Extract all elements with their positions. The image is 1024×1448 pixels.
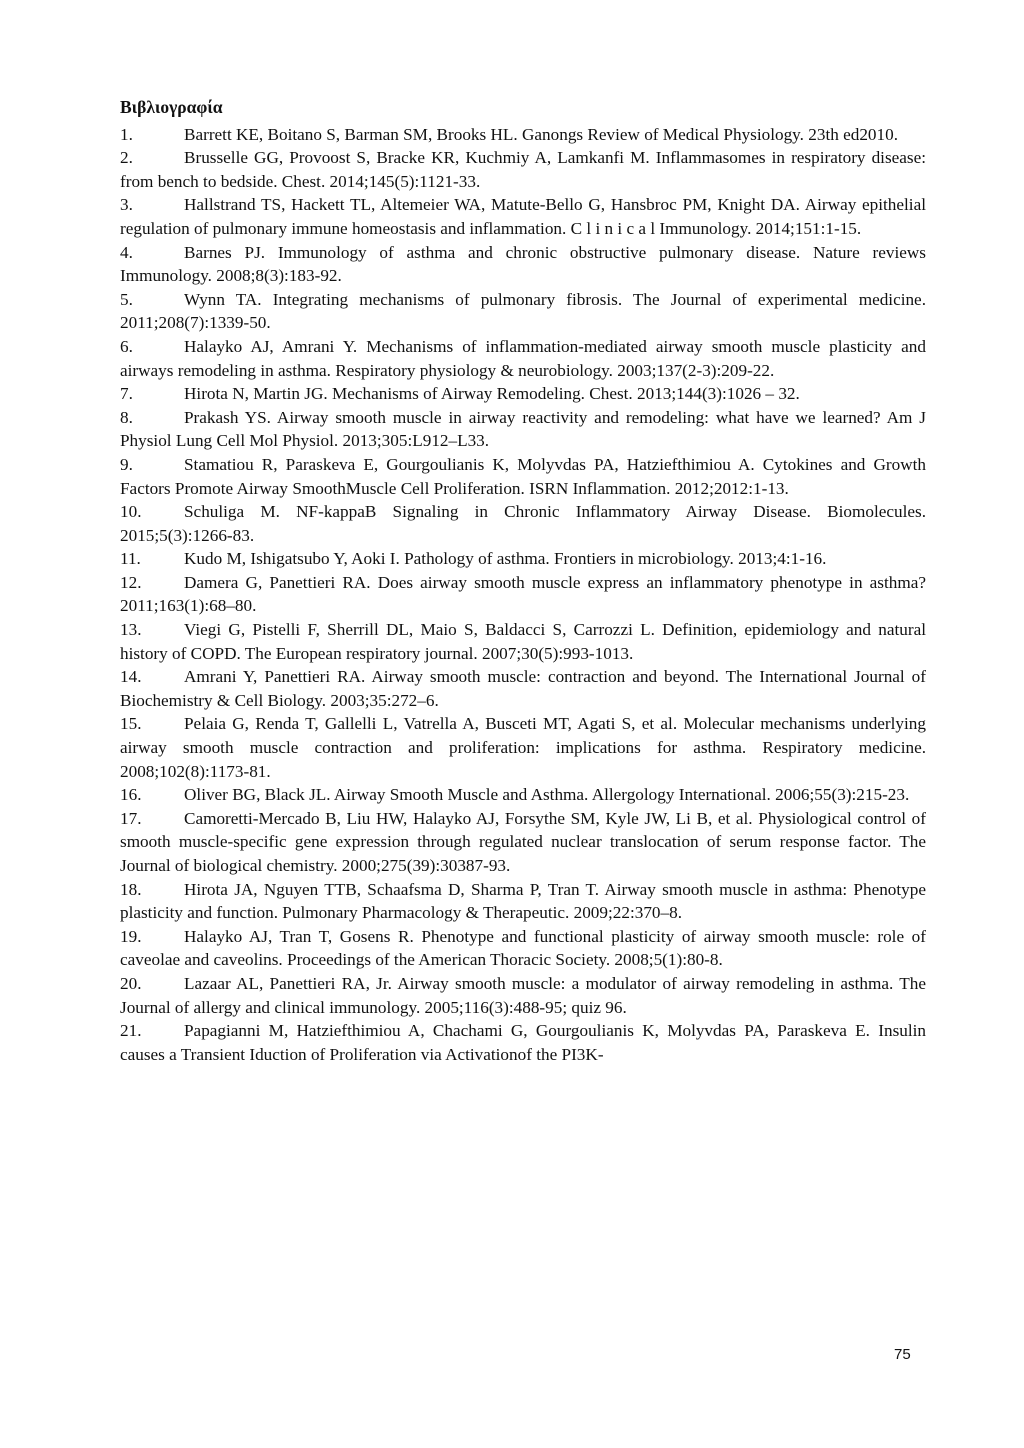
reference-item (120, 123, 926, 147)
reference-item (120, 807, 926, 878)
reference-number: 12. (120, 572, 142, 592)
reference-number: 16. (120, 785, 142, 805)
reference-item (120, 500, 926, 547)
reference-item (120, 783, 926, 807)
bibliography-heading: Βιβλιογραφία (120, 97, 223, 117)
reference-item (120, 241, 926, 288)
reference-text: Schuliga M. NF-kappaB Signaling in Chronic Inflammatory Airway Disease. Biomolecules. 2015;5(3):1266-83. (120, 502, 926, 545)
reference-text: Damera G, Panettieri RA. Does airway smooth muscle express an inflammatory phenotype in asthma? 2011;163(1):68–80. (120, 572, 926, 616)
reference-number: 10. (120, 502, 142, 522)
reference-text: Papagianni M, Hatziefthimiou A, Chachami G, Gourgoulianis K, Molyvdas PA, Paraskeva E. Insulin causes a Transient Iduction of Proliferation via Activationof the PI3K- (120, 1021, 926, 1064)
reference-item (120, 382, 926, 406)
reference-number: 8. (120, 407, 133, 427)
reference-number: 1. (120, 124, 133, 144)
reference-text: Hirota N, Martin JG. Mechanisms of Airway Remodeling. Chest. 2013;144(3):1026 – 32. (184, 384, 800, 404)
reference-text: Hirota JA, Nguyen TTB, Schaafsma D, Sharma P, Tran T. Airway smooth muscle in asthma: Phenotype plasticity and function. Pulmonary Pharmacology & Therapeutic. 2009;22:370–8. (120, 879, 926, 923)
reference-text: Barnes PJ. Immunology of asthma and chronic obstructive pulmonary disease. Nature reviews Immunology. 2008;8(3):183-92. (120, 242, 926, 286)
reference-text: Pelaia G, Renda T, Gallelli L, Vatrella A, Busceti MT, Agati S, et al. Molecular mechanisms underlying airway smooth muscle contraction and proliferation: implications for asthma. Respiratory medicine. 2008;102(8):1173-81. (120, 714, 926, 781)
reference-text: Oliver BG, Black JL. Airway Smooth Muscle and Asthma. Allergology International. 2006;55(3):215-23. (184, 785, 910, 805)
reference-item (120, 878, 926, 925)
reference-text: Halayko AJ, Tran T, Gosens R. Phenotype and functional plasticity of airway smooth muscle: role of caveolae and caveolins. Proceedings of the American Thoracic Society. 2008;5(1):80-8. (120, 926, 926, 970)
reference-item (120, 193, 926, 240)
reference-item (120, 1019, 926, 1066)
reference-number: 2. (120, 148, 133, 168)
reference-number: 11. (120, 549, 141, 569)
reference-number: 14. (120, 667, 142, 687)
reference-item (120, 288, 926, 335)
reference-text: Halayko AJ, Amrani Y. Mechanisms of inflammation-mediated airway smooth muscle plasticity and airways remodeling in asthma. Respiratory physiology & neurobiology. 2003;137(2-3):209-22. (120, 336, 926, 380)
reference-text: Kudo M, Ishigatsubo Y, Aoki I. Pathology of asthma. Frontiers in microbiology. 2013;4:1-16. (184, 549, 827, 569)
reference-item (120, 665, 926, 712)
reference-list (120, 123, 926, 1067)
reference-number: 6. (120, 336, 133, 356)
reference-number: 7. (120, 384, 133, 404)
reference-number: 3. (120, 195, 133, 215)
reference-number: 4. (120, 242, 133, 262)
reference-text: Brusselle GG, Provoost S, Bracke KR, Kuchmiy A, Lamkanfi M. Inflammasomes in respiratory disease: from bench to bedside. Chest. 2014;145(5):1121-33. (120, 148, 926, 191)
reference-item (120, 618, 926, 665)
reference-item (120, 712, 926, 783)
reference-text: Hallstrand TS, Hackett TL, Altemeier WA, Matute-Bello G, Hansbroc PM, Knight DA. Airway epithelial regulation of pulmonary immune homeostasis and inflammation. C l i n i c a l Immunology. 2014;151:1-15. (120, 195, 926, 238)
reference-text: Prakash YS. Airway smooth muscle in airway reactivity and remodeling: what have we learned? Am J Physiol Lung Cell Mol Physiol. 2013;305:L912–L33. (120, 407, 926, 451)
reference-item (120, 335, 926, 382)
document-page (120, 96, 926, 1066)
reference-text: Stamatiou R, Paraskeva E, Gourgoulianis K, Molyvdas PA, Hatziefthimiou A. Cytokines and Growth Factors Promote Airway SmoothMuscle Cell Proliferation. ISRN Inflammation. 2012;2012:1-13. (120, 454, 926, 498)
reference-text: Viegi G, Pistelli F, Sherrill DL, Maio S, Baldacci S, Carrozzi L. Definition, epidemiology and natural history of COPD. The European respiratory journal. 2007;30(5):993-1013. (120, 620, 926, 663)
reference-item (120, 146, 926, 193)
reference-text: Camoretti-Mercado B, Liu HW, Halayko AJ, Forsythe SM, Kyle JW, Li B, et al. Physiological control of smooth muscle-specific gene expression through regulated nuclear translocation of serum response factor. The Journal of biological chemistry. 2000;275(39):30387-93. (120, 808, 926, 875)
reference-text: Barrett KE, Boitano S, Barman SM, Brooks HL. Ganongs Review of Medical Physiology. 23th ed2010. (184, 124, 899, 144)
reference-item (120, 972, 926, 1019)
reference-number: 5. (120, 289, 133, 309)
reference-item (120, 406, 926, 453)
reference-number: 13. (120, 620, 142, 640)
reference-text: Wynn TA. Integrating mechanisms of pulmonary fibrosis. The Journal of experimental medicine. 2011;208(7):1339-50. (120, 289, 926, 333)
reference-number: 15. (120, 714, 142, 734)
reference-text: Amrani Y, Panettieri RA. Airway smooth muscle: contraction and beyond. The International Journal of Biochemistry & Cell Biology. 2003;35:272–6. (120, 667, 926, 710)
reference-number: 18. (120, 879, 142, 899)
reference-item (120, 453, 926, 500)
page-number: 75 (894, 1346, 911, 1363)
reference-number: 21. (120, 1021, 142, 1041)
reference-number: 17. (120, 808, 142, 828)
reference-number: 9. (120, 454, 133, 474)
reference-number: 20. (120, 973, 142, 993)
reference-item (120, 925, 926, 972)
reference-item (120, 571, 926, 618)
reference-text: Lazaar AL, Panettieri RA, Jr. Airway smooth muscle: a modulator of airway remodeling in asthma. The Journal of allergy and clinical immunology. 2005;116(3):488-95; quiz 96. (120, 973, 926, 1017)
reference-item (120, 547, 926, 571)
reference-number: 19. (120, 926, 142, 946)
